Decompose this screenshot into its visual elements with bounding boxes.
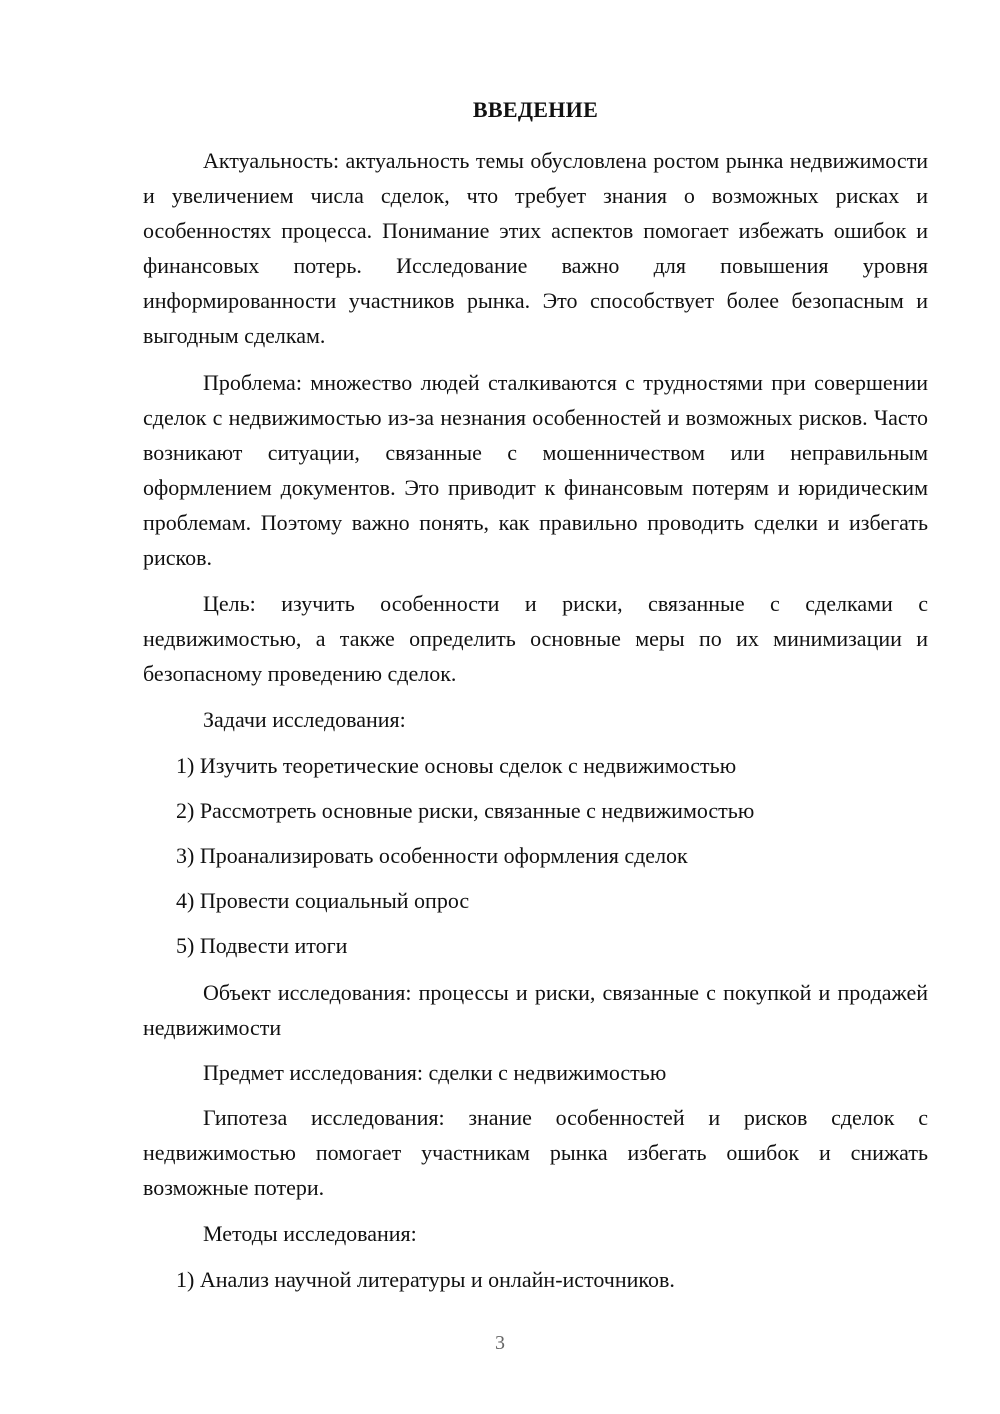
object-paragraph: Объект исследования: процессы и риски, связанные с покупкой и продажей недвижимости: [143, 980, 928, 1040]
method-item-1: 1) Анализ научной литературы и онлайн-источников.: [176, 1267, 675, 1292]
hypothesis-paragraph: Гипотеза исследования: знание особенностей и рисков сделок с недвижимостью помогает участникам рынка избегать ошибок и снижать возможные потери.: [143, 1105, 928, 1200]
tasks-heading: Задачи исследования:: [203, 707, 406, 732]
task-item-2: 2) Рассмотреть основные риски, связанные с недвижимостью: [176, 798, 755, 823]
page-number: 3: [495, 1332, 505, 1354]
page-title: ВВЕДЕНИЕ: [472, 97, 599, 122]
relevance-paragraph: Актуальность: актуальность темы обусловлена ростом рынка недвижимости и увеличением числа сделок, что требует знания о возможных рисках и особенностях процесса. Понимание этих аспектов помогает избежать ошибок и финансовых потерь. Исследование важно для повышения уровня информированности участников рынка. Это способствует более безопасным и выгодным сделкам.: [143, 148, 928, 348]
task-item-5: 5) Подвести итоги: [176, 933, 348, 958]
task-item-4: 4) Провести социальный опрос: [176, 888, 470, 913]
task-item-1: 1) Изучить теоретические основы сделок с недвижимостью: [176, 753, 737, 778]
goal-paragraph: Цель: изучить особенности и риски, связанные с сделками с недвижимостью, а также определить основные меры по их минимизации и безопасному проведению сделок.: [143, 591, 928, 686]
subject-line: Предмет исследования: сделки с недвижимостью: [203, 1060, 667, 1085]
task-item-3: 3) Проанализировать особенности оформления сделок: [176, 843, 688, 868]
methods-heading: Методы исследования:: [203, 1221, 417, 1246]
problem-paragraph: Проблема: множество людей сталкиваются с трудностями при совершении сделок с недвижимостью из-за незнания особенностей и возможных рисков. Часто возникают ситуации, связанные с мошенничеством или неправильным оформлением документов. Это приводит к финансовым потерям и юридическим проблемам. Поэтому важно понять, как правильно проводить сделки и избегать рисков.: [143, 370, 928, 570]
